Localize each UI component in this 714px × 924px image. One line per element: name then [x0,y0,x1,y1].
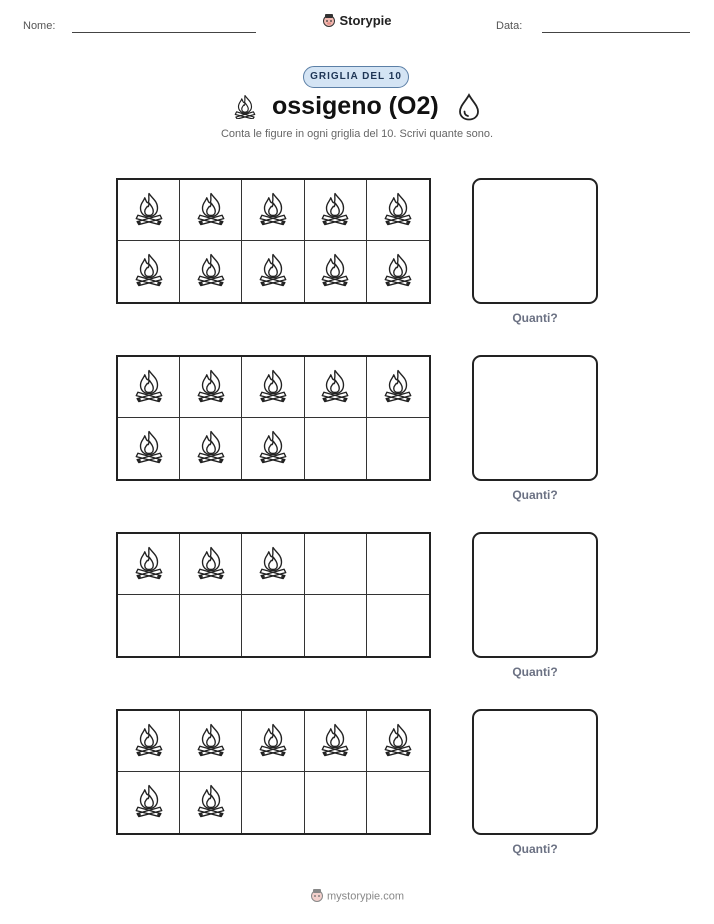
grid-cell [118,180,180,241]
name-label: Nome: [23,20,56,32]
footer-url[interactable]: mystorypie.com [326,890,405,903]
name-line[interactable] [72,32,256,33]
grid-cell [367,357,429,418]
pig-mascot-icon [310,888,324,905]
campfire-icon [132,781,166,824]
water-drop-icon [458,93,480,126]
footer [0,888,714,905]
answer-box[interactable] [472,532,598,658]
grid-cell [242,418,304,479]
grid-cell [118,711,180,772]
grid-cell [242,711,304,772]
grid-cell [242,534,304,595]
campfire-icon [132,366,166,409]
campfire-icon [132,543,166,586]
grid-cell [242,772,304,833]
grid-cell [118,418,180,479]
grid-cell [242,595,304,656]
grid-cell [305,534,367,595]
grid-cell [367,418,429,479]
campfire-icon [256,543,290,586]
campfire-icon [381,720,415,763]
campfire-icon [132,720,166,763]
grid-cell [305,241,367,302]
grid-cell [180,534,242,595]
grid-cell [118,241,180,302]
campfire-icon [381,189,415,232]
campfire-icon [194,543,228,586]
grid-cell [180,772,242,833]
worksheet-type-badge: GRIGLIA DEL 10 [303,66,409,88]
campfire-icon [256,366,290,409]
date-line[interactable] [542,32,690,33]
grid-cell [118,595,180,656]
instructions: Conta le figure in ogni griglia del 10. Scrivi quante sono. [220,128,494,140]
grid-cell [180,357,242,418]
date-label: Data: [496,20,523,32]
answer-label: Quanti? [512,488,558,502]
campfire-icon [194,250,228,293]
campfire-icon [318,250,352,293]
campfire-icon [318,720,352,763]
campfire-icon [132,250,166,293]
grid-cell [367,534,429,595]
grid-cell [180,241,242,302]
campfire-icon [194,720,228,763]
grid-cell [242,241,304,302]
answer-box[interactable] [472,355,598,481]
grid-cell [118,534,180,595]
answer-box[interactable] [472,709,598,835]
answer-box[interactable] [472,178,598,304]
grid-cell [305,595,367,656]
campfire-icon [256,427,290,470]
campfire-icon [194,366,228,409]
campfire-icon [194,781,228,824]
answer-label: Quanti? [512,842,558,856]
answer-label: Quanti? [512,665,558,679]
grid-cell [367,241,429,302]
page-title: ossigeno (O2) [272,92,439,120]
campfire-icon [318,366,352,409]
campfire-icon [132,189,166,232]
grid-cell [305,418,367,479]
brand [0,13,714,30]
grid-cell [367,595,429,656]
grid-cell [367,180,429,241]
campfire-icon [132,427,166,470]
grid-cell [180,711,242,772]
pig-mascot-icon [322,13,336,30]
grid-cell [305,711,367,772]
ten-frame-grid [116,355,431,481]
grid-cell [367,772,429,833]
campfire-icon [232,93,258,124]
grid-cell [242,180,304,241]
campfire-icon [256,189,290,232]
grid-cell [305,357,367,418]
ten-frame-grid [116,178,431,304]
campfire-icon [256,720,290,763]
brand-name: Storypie [339,13,392,28]
grid-cell [118,357,180,418]
campfire-icon [194,189,228,232]
grid-cell [118,772,180,833]
campfire-icon [381,250,415,293]
answer-label: Quanti? [512,311,558,325]
grid-cell [242,357,304,418]
grid-cell [180,595,242,656]
campfire-icon [256,250,290,293]
grid-cell [180,418,242,479]
ten-frame-grid [116,532,431,658]
campfire-icon [318,189,352,232]
campfire-icon [381,366,415,409]
ten-frame-grid [116,709,431,835]
grid-cell [305,772,367,833]
grid-cell [180,180,242,241]
campfire-icon [194,427,228,470]
grid-cell [367,711,429,772]
grid-cell [305,180,367,241]
